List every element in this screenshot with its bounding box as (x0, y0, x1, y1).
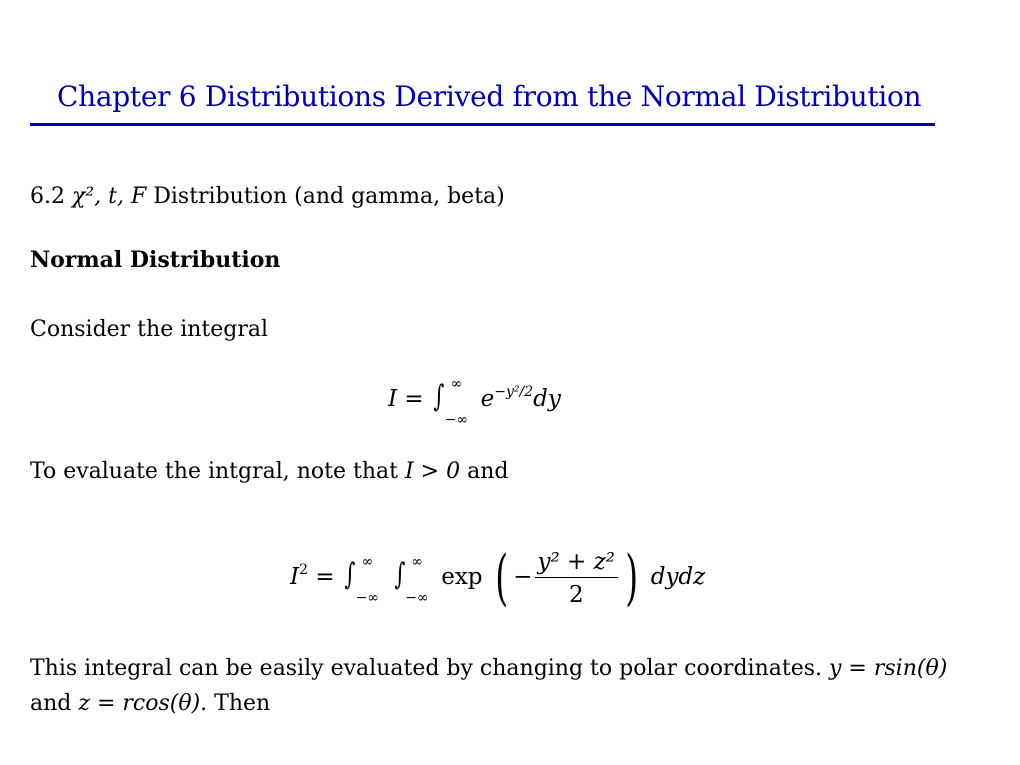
evaluate-prefix: To evaluate the intgral, note that (30, 459, 398, 484)
polar-math-2: z = rcos(θ). (78, 691, 208, 716)
page-title: Chapter 6 Distributions Derived from the Normal Distribution (57, 80, 922, 113)
integral-sign-2: ∫ (393, 557, 405, 592)
equation-integral-i (388, 378, 561, 426)
section-text: Distribution (and gamma, beta) (153, 184, 505, 209)
eq1-differential: dy (533, 386, 561, 412)
eq2-differential: dydz (650, 564, 706, 590)
upper-limit-1: ∞ (361, 554, 374, 570)
paragraph-evaluate (30, 459, 508, 484)
eq2-lhs-base: I (290, 564, 300, 590)
polar-line-1-text: This integral can be easily evaluated by changing to polar coordinates. (30, 656, 822, 681)
fraction-denominator: 2 (568, 581, 584, 608)
section-number: 6.2 (30, 184, 65, 209)
integral-sign-1: ∫ (344, 557, 356, 592)
integral-limits (444, 376, 481, 428)
equation-integral-i-squared (290, 543, 706, 624)
polar-math-1: y = rsin(θ) (829, 656, 948, 681)
subheading-normal-distribution: Normal Distribution (30, 247, 281, 273)
section-math: χ², t, F (72, 184, 147, 209)
paragraph-consider: Consider the integral (30, 317, 269, 342)
right-paren: ) (625, 543, 639, 613)
title-divider (30, 123, 935, 126)
left-paren: ( (495, 543, 508, 613)
section-heading (30, 184, 505, 209)
evaluate-math: I > 0 (404, 459, 461, 484)
paragraph-polar-line-1 (30, 656, 947, 681)
eq1-integrand-base: e (480, 386, 495, 412)
eq1-lhs: I = (388, 386, 424, 412)
polar-line-2-suffix: Then (214, 691, 271, 716)
integral-limits-1 (355, 554, 392, 606)
fraction (535, 549, 618, 608)
eq2-equals: = (315, 564, 335, 590)
eq2-function: exp (441, 564, 483, 590)
integral-sign: ∫ (433, 379, 445, 414)
lower-limit: −∞ (444, 412, 469, 428)
polar-line-2-prefix: and (30, 691, 72, 716)
paragraph-polar-line-2 (30, 691, 270, 716)
eq2-minus: − (513, 564, 533, 590)
integral-limits-2 (405, 554, 441, 606)
lower-limit-1: −∞ (355, 590, 379, 606)
upper-limit-2: ∞ (411, 554, 423, 570)
eq2-lhs-exponent: 2 (299, 562, 309, 578)
fraction-numerator: y² + z² (535, 549, 618, 578)
upper-limit: ∞ (450, 376, 463, 392)
lower-limit-2: −∞ (405, 590, 429, 606)
evaluate-suffix: and (467, 459, 509, 484)
eq1-integrand-exponent: −y²/2 (494, 384, 534, 400)
